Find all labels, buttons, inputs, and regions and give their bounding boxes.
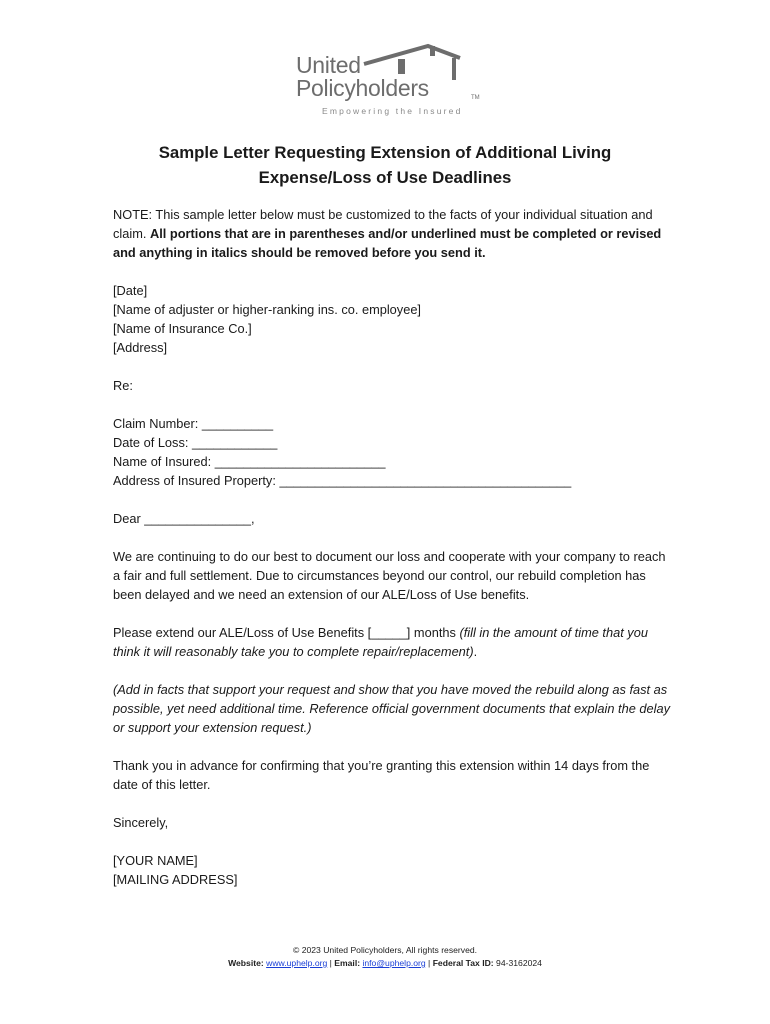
address-line-adjuster: [Name of adjuster or higher-ranking ins. co. employee] (113, 302, 421, 317)
note-bold-text: All portions that are in parentheses and/or underlined must be completed or revised and anything in italics should be removed before you send it. (113, 226, 662, 260)
email-link[interactable]: info@uphelp.org (362, 958, 426, 968)
paragraph-thank-you: Thank you in advance for confirming that you’re granting this extension within 14 days from the date of this letter. (113, 758, 650, 792)
letter-body (113, 205, 673, 889)
name-of-insured-field: Name of Insured: ________________________ (113, 454, 386, 469)
signature-mailing-address: [MAILING ADDRESS] (113, 872, 238, 887)
united-policyholders-logo (290, 42, 490, 122)
address-line-insurer: [Name of Insurance Co.] (113, 321, 252, 336)
footer (0, 944, 770, 970)
tax-id-label: Federal Tax ID: (432, 958, 494, 968)
paragraph-extension-request (113, 623, 673, 661)
paragraph-continuing: We are continuing to do our best to document our loss and cooperate with your company to reach a fair and full settlement. Due to circumstances beyond our control, our rebuild completion has been delayed and we need an extension of our ALE/Loss of Use benefits. (113, 549, 666, 602)
date-of-loss-field: Date of Loss: ____________ (113, 435, 278, 450)
website-link[interactable]: www.uphelp.org (266, 958, 328, 968)
recipient-address-block (113, 281, 673, 357)
note-paragraph (113, 205, 673, 262)
extension-request-instruction: (fill in the amount of time that you think it will reasonably take you to complete repair/replacement) (113, 625, 648, 659)
closing: Sincerely, (113, 815, 169, 830)
salutation: Dear _______________, (113, 511, 255, 526)
signature-name: [YOUR NAME] (113, 853, 198, 868)
extension-request-period: . (473, 644, 478, 659)
supporting-facts-instruction: (Add in facts that support your request and show that you have moved the rebuild along as fast as possible, yet need additional time. Reference official government documents that explain the delay or support your extension request.) (113, 682, 670, 735)
signature-block (113, 851, 673, 889)
footer-copyright: © 2023 United Policyholders, All rights reserved. (292, 945, 478, 955)
website-label: Website: (228, 958, 264, 968)
logo-trademark: TM (471, 95, 480, 101)
address-line-address: [Address] (113, 340, 168, 355)
claim-number-field: Claim Number: __________ (113, 416, 274, 431)
address-line-date: [Date] (113, 283, 148, 298)
paragraph-supporting-facts (113, 680, 673, 737)
extension-request-text: Please extend our ALE/Loss of Use Benefits [_____] months (113, 625, 460, 640)
footer-separator: | (425, 958, 433, 968)
tax-id-value: 94-3162024 (493, 958, 542, 968)
logo-word-united: United (296, 52, 361, 78)
logo-tagline: Empowering the Insured (322, 106, 463, 116)
insured-property-address-field: Address of Insured Property: _________________________________________ (113, 473, 572, 488)
claim-fields (113, 414, 673, 490)
logo-word-policyholders: Policyholders (296, 75, 429, 101)
re-line: Re: (113, 378, 133, 393)
title-line-2: Expense/Loss of Use Deadlines (258, 168, 512, 187)
footer-separator: | (327, 958, 335, 968)
note-text: NOTE: This sample letter below must be customized to the facts of your individual situation and claim. (113, 207, 653, 241)
document-title (60, 140, 710, 190)
title-line-1: Sample Letter Requesting Extension of Additional Living (158, 143, 612, 162)
footer-contact-line (0, 957, 770, 970)
email-label: Email: (334, 958, 361, 968)
